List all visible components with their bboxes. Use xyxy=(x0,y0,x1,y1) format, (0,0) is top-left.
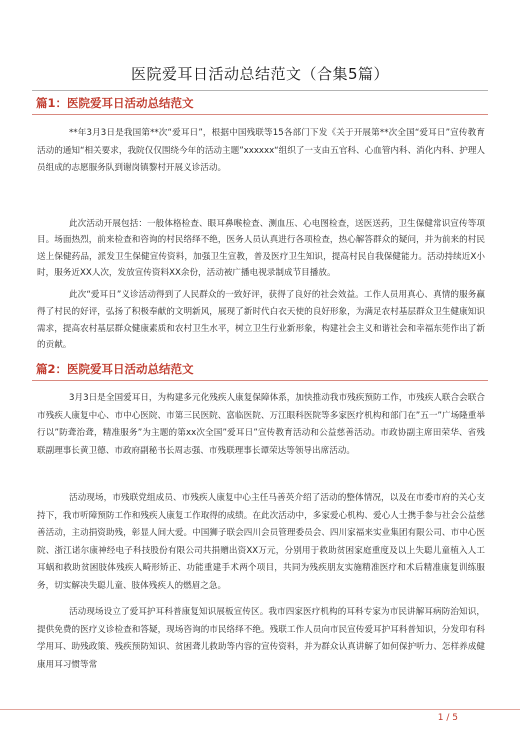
footer-divider xyxy=(0,709,520,710)
paragraph-text: **年3月3日是我国第**次“爱耳日”，根据中国残联等15各部门下发《关于开展第**次全国“爱耳日”宣传教育活动的通知“相关要求，我院仅仅围绕今年的活动主题”xxxxxx“组织了一支由五官科、心血管内科、消化内科、护理人员组成的志愿服务队到谢岗镇黎村开展义诊活动。 xyxy=(37,128,485,174)
section-2-paragraph-3 xyxy=(37,604,485,674)
page-indicator: 1 / 5 xyxy=(437,713,458,723)
section-1-paragraph-2 xyxy=(37,216,485,282)
section-1-paragraph-1 xyxy=(37,125,485,178)
section-heading-1: 篇1：医院爱耳日活动总结范文 xyxy=(36,96,194,110)
section-2-paragraph-2 xyxy=(37,490,485,596)
section-divider-2 xyxy=(32,380,488,381)
paragraph-text: 活动现场，市残联党组成员、市残疾人康复中心主任马善英介绍了活动的整体情况，以及在市委市府的关心支持下，我市听障预防工作和残疾人康复工作取得的成绩。在此次活动中，多家爱心机构、爱心人士携手参与社会公益慈善活动，主动捐资助残，彰显人间大爱。中国狮子联会四川会员管理委员会、四川家福来实业集团有限公司、市中心医院、浙江诺尔康神经电子科技股份有限公司共捐赠出资XX万元，分别用于救助贫困家庭重度及以上失聪儿童植入人工耳蜗和救助贫困肢体残疾人畸形矫正、功能重建手术两个项目，共同为残疾朋友实施精准医疗和术后精准康复训练服务，切实解决失聪儿童、肢体残疾人的燃眉之急。 xyxy=(37,493,485,591)
paragraph-text: 3月3日是全国爱耳日，为构建多元化残疾人康复保障体系，加快推动我市残疾预防工作，市残疾人联合会联合市残疾人康复中心、市中心医院、市第三民医院、富临医院、万江眼科医院等多家医疗机构和部门在”五一”广场隆重举行以”防聋治聋，精准服务”为主题的第xx次全国”爱耳日”宣传教育活动和公益慈善活动。市政协副主席田荣华、省残联副理事长黄卫德、市政府副秘书长周志强、市残联理事长谭荣达等领导出席活动。 xyxy=(37,393,485,456)
section-2-paragraph-1 xyxy=(37,390,485,460)
section-1-paragraph-3 xyxy=(37,287,485,354)
section-heading-2: 篇2：医院爱耳日活动总结范文 xyxy=(36,362,194,376)
paragraph-text: 此次活动开展包括：一般体格检查、眼耳鼻喉检查、测血压、心电图检查，送医送药，卫生保健常识宣传等项目。场面热烈，前来检查和咨询的村民络绎不绝，医务人员认真进行各项检查，热心解答群众的疑问，并为前来的村民送上保健药品，派发卫生保健宣传资料，加强卫生宣教，普及医疗卫生知识，提高村民自我保健能力。活动持续近X小时，服务近XX人次，发放宣传资料XX余份，活动被广播电视录制成节目播放。 xyxy=(37,219,485,279)
title-divider xyxy=(32,90,488,91)
paragraph-text: 此次“爱耳日”义诊活动得到了人民群众的一致好评，获得了良好的社会效益。工作人员用真心、真情的服务赢得了村民的好评，弘扬了积极奉献的文明新风，展现了新时代白衣天使的良好形象，为满足农村基层群众卫生健康知识需求，提高农村基层群众健康素质和农村卫生水平，树立卫生行业新形象，构建社会主义和谐社会和幸福东莞作出了新的贡献。 xyxy=(37,290,485,351)
paragraph-text: 活动现场设立了爱耳护耳科普康复知识展板宣传区。我市四家医疗机构的耳科专家为市民讲解耳病防治知识，提供免费的医疗义诊检查和答疑，现场咨询的市民络绎不绝。残联工作人员向市民宣传爱耳护耳科普知识，分发印有科学用耳、助残政策、残疾预防知识、贫困聋儿救助等内容的宣传资料，并为群众认真讲解了如何保护听力、怎样养成健康用耳习惯等常 xyxy=(37,607,485,670)
document-title: 医院爱耳日活动总结范文（合集5篇） xyxy=(130,65,390,83)
section-divider-1 xyxy=(32,114,488,115)
